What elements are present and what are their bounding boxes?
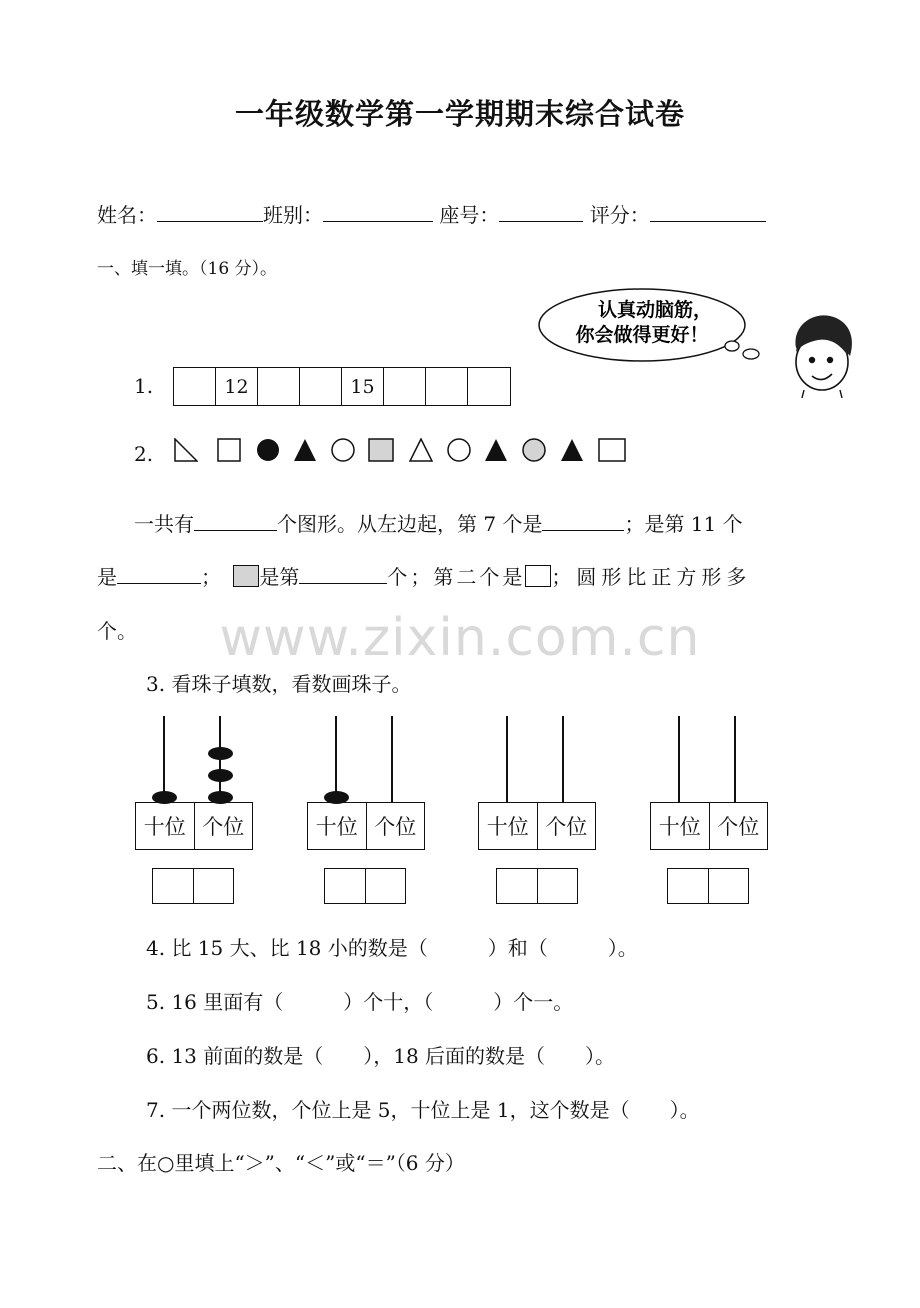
class-label: 班别： [263,203,323,227]
seat-label: 座号： [439,203,500,227]
triangle-outline-icon [409,438,433,462]
square-outline-icon [217,438,241,462]
tens-rod [506,716,508,802]
ones-rod [734,716,736,802]
q2-text: ；圆形比正方形多 [551,565,752,589]
answer-box[interactable] [496,868,578,904]
q2-text: 是 [97,565,117,589]
place-value-frame [478,802,596,850]
q3-label: 3. 看珠子填数，看数画珠子。 [146,672,412,696]
q2-text: 一共有 [134,512,194,536]
number-cell[interactable] [258,368,300,405]
q6: 6. 13 前面的数是（ ），18 后面的数是（ ）。 [146,1044,616,1068]
circle-filled-icon [256,438,280,462]
tens-rod [678,716,680,802]
page-title: 一年级数学第一学期期末综合试卷 [234,97,685,131]
square-outline-icon [525,565,551,587]
speech-bubble [537,286,769,370]
right-triangle-outline-icon [174,438,198,462]
number-cell: 12 [216,368,258,405]
bubble-line2: 你会做得更好！ [575,324,709,346]
number-cell[interactable] [300,368,342,405]
answer-box[interactable] [152,868,234,904]
q2-line2 [97,561,751,590]
triangle-filled-icon [484,438,508,462]
ones-label: 个位 [545,815,588,839]
circle-outline-icon [331,438,355,462]
student-info-line [97,199,766,228]
abacus [478,716,596,850]
number-cell[interactable] [174,368,216,405]
score-blank[interactable] [650,201,766,222]
circle-gray-icon [522,438,546,462]
abacus [307,716,425,850]
tens-label: 十位 [479,803,538,849]
q2-text: 个；第二个是 [387,565,526,589]
abacus [135,716,253,850]
section1-heading: 一、填一填。（16 分）。 [97,259,278,279]
q2-text: 是第 [259,565,300,589]
circle-outline-icon [447,438,471,462]
square-outline-icon [598,438,626,462]
square-gray-icon [368,438,394,462]
q4: 4. 比 15 大、比 18 小的数是（ ）和（ ）。 [146,936,638,960]
seat-blank[interactable] [499,201,583,222]
answer-blank[interactable] [542,510,624,531]
q2-text: 个图形。从左边起，第 7 个是 [277,512,543,536]
answer-box[interactable] [324,868,406,904]
ones-label: 个位 [202,815,245,839]
child-illustration [782,308,862,398]
name-blank[interactable] [157,201,263,222]
name-label: 姓名： [97,203,157,227]
q5: 5. 16 里面有（ ）个十，（ ）个一。 [146,990,574,1014]
q2-text: ； [201,565,221,589]
answer-blank[interactable] [299,563,387,584]
number-cell: 15 [342,368,384,405]
watermark: www.zixin.com.cn [219,608,701,668]
square-gray-icon [233,565,259,587]
section2-heading: 二、在○里填上“＞”、“＜”或“＝”（6 分） [97,1151,465,1175]
bead [208,747,233,760]
answer-blank[interactable] [194,510,277,531]
answer-blank[interactable] [117,563,201,584]
number-cell[interactable] [468,368,510,405]
score-label: 评分： [589,203,650,227]
tens-label: 十位 [308,803,367,849]
place-value-frame [650,802,768,850]
number-cell[interactable] [426,368,468,405]
bead [208,769,233,782]
q2-label: 2. [134,442,154,466]
q2-text: ；是第 11 个 [624,512,743,536]
q2-line1 [134,508,743,537]
tens-rod [335,716,337,802]
bubble-line1: 认真动脑筋， [597,299,713,321]
number-cell[interactable] [384,368,426,405]
triangle-filled-icon [293,438,317,462]
ones-rod [391,716,393,802]
q2-line3: 个。 [97,619,137,643]
q7: 7. 一个两位数，个位上是 5，十位上是 1，这个数是（ ）。 [146,1098,700,1122]
tens-rod [163,716,165,802]
place-value-frame [135,802,253,850]
place-value-frame [307,802,425,850]
tens-label: 十位 [651,803,710,849]
tens-label: 十位 [136,803,195,849]
q1-label: 1. [134,374,154,398]
number-sequence-row [173,367,511,406]
abacus [650,716,768,850]
ones-label: 个位 [374,815,417,839]
class-blank[interactable] [323,201,433,222]
ones-label: 个位 [717,815,760,839]
triangle-filled-icon [560,438,584,462]
answer-box[interactable] [667,868,749,904]
ones-rod [562,716,564,802]
